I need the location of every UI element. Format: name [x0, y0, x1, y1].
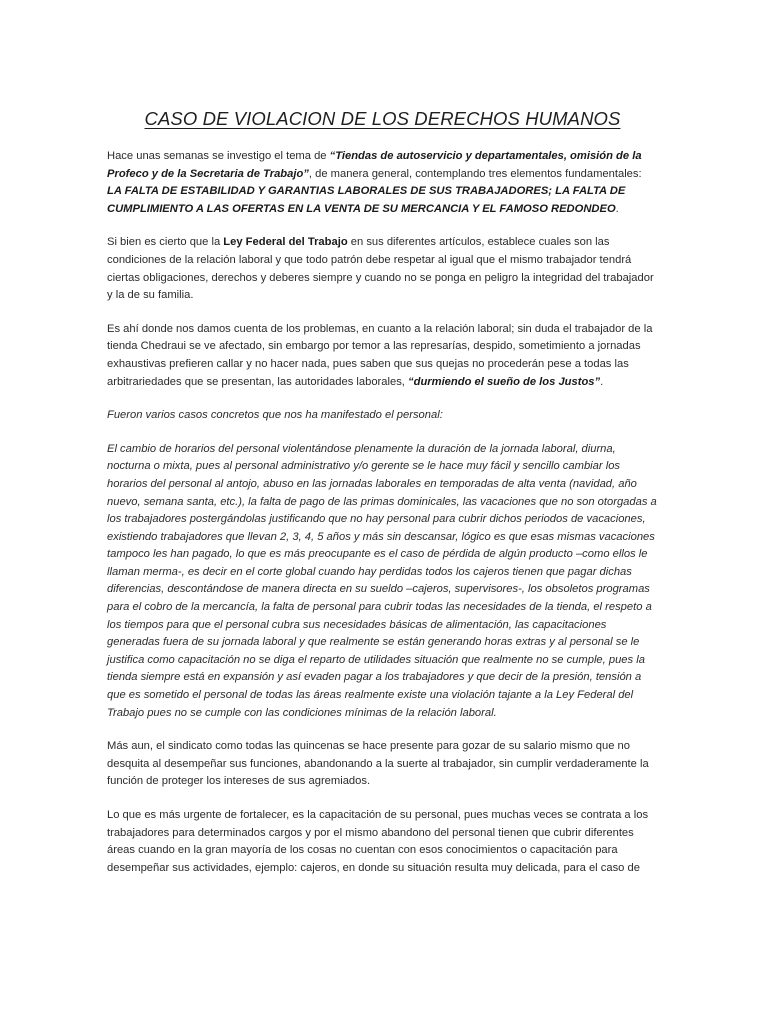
problemas-quote: “durmiendo el sueño de los Justos” — [408, 375, 601, 388]
problemas-text-a: Es ahí donde nos damos cuenta de los problemas, en cuanto a la relación laboral; sin duda el trabajador de la tienda Chedraui se ve afectado, sin embargo por temor a las represarías, despido, sometimiento a jornadas exhaustivas prefieren callar y no hacer nada, pues saben que sus quejas no procederán pese a todas las arbitrariedades que se presentan, las autoridades laborales, — [107, 322, 653, 388]
paragraph-ley-federal — [107, 234, 658, 304]
ley-text-c: en sus diferentes artículos, establece cuales son las condiciones de la relación laboral y que todo patrón debe respetar al igual que el mismo trabajador tendrá ciertas obligaciones, derechos y deberes siempre y cuando no se ponga en peligro la integridad del trabajador y la de su familia. — [107, 236, 654, 302]
intro-topic: “Tiendas de autoservicio y departamentales, omisión de la Profeco y de la Secretaria de Trabajo” — [107, 150, 642, 180]
paragraph-problemas — [107, 321, 658, 391]
paragraph-capacitacion: Lo que es más urgente de fortalecer, es la capacitación de su personal, pues muchas veces se contrata a los trabajadores para determinados cargos y por el mismo abandono del personal tienen que cubrir diferentes áreas cuando en la gran mayoría de los cosas no cuentan con esos conocimientos o capacitación para desempeñar sus actividades, ejemplo: cajeros, en donde su situación resulta muy delicada, para el caso de — [107, 809, 649, 874]
ley-text-a: Si bien es cierto que la — [107, 236, 224, 249]
paragraph-sindicato: Más aun, el sindicato como todas las quincenas se hace presente para gozar de su salario mismo que no desquita al desempeñar sus funciones, abandonando a la suerte al trabajador, sin cumplir verdaderamente la función de proteger los intereses de sus agremiados. — [107, 740, 649, 788]
problemas-text-c: . — [600, 375, 604, 388]
intro-elements: LA FALTA DE ESTABILIDAD Y GARANTIAS LABORALES DE SUS TRABAJADORES; LA FALTA DE CUMPLIMIENTO A LAS OFERTAS EN LA VENTA DE SU MERCANCIA Y EL FAMOSO REDONDEO — [107, 185, 626, 215]
intro-text-e: . — [615, 202, 619, 215]
document-title: CASO DE VIOLACION DE LOS DERECHOS HUMANOS — [144, 108, 621, 129]
paragraph-intro — [107, 148, 658, 218]
intro-text-a: Hace unas semanas se investigo el tema de — [107, 150, 330, 162]
ley-federal-name: Ley Federal del Trabajo — [223, 236, 348, 249]
paragraph-casos-detalle: El cambio de horarios del personal violentándose plenamente la duración de la jornada laboral, diurna, nocturna o mixta, pues al personal administrativo y/o gerente se le hace muy fácil y sencillo cambiar los horarios del personal al antojo, abuso en las jornadas laborales en temporadas de alta venta (navidad, año nuevo, semana santa, etc.), la falta de pago de las primas dominicales, las vacaciones que no son otorgadas a los trabajadores postergándolas justificando que no hay personal para cubrir dichos periodos de vacaciones, existiendo trabajadores que llevan 2, 3, 4, 5 años y más sin descansar, lógico es que esas mismas vacaciones tampoco les han pagado, lo que es más preocupante es el caso de pérdida de algún producto –como ellos le llaman merma-, es decir en el corte global cuando hay perdidas todos los cajeros tienen que pagar dichas diferencias, descontándose de manera directa en su sueldo –cajeros, supervisores-, los obsoletos programas para el cobro de la mercancía, la falta de personal para cubrir todas las necesidades de la tienda, el respeto a los tiempos para que el personal cubra sus necesidades básicas de alimentación, las capacitaciones generadas fuera de su jornada laboral y que realmente se están generando horas extras y al personal se le justifica como capacitación no se diga el reparto de utilidades situación que realmente no se cumple, pues la tienda siempre está en expansión y así evaden pagar a los trabajadores y que decir de la presión, tensión a que es sometido el personal de todas las áreas realmente existe una violación tajante a la Ley Federal del Trabajo pues no se cumple con las condiciones mínimas de la relación laboral. — [107, 442, 657, 719]
intro-text-c: , de manera general, contemplando tres elementos fundamentales: — [308, 167, 642, 180]
paragraph-casos-intro: Fueron varios casos concretos que nos ha manifestado el personal: — [107, 409, 443, 422]
